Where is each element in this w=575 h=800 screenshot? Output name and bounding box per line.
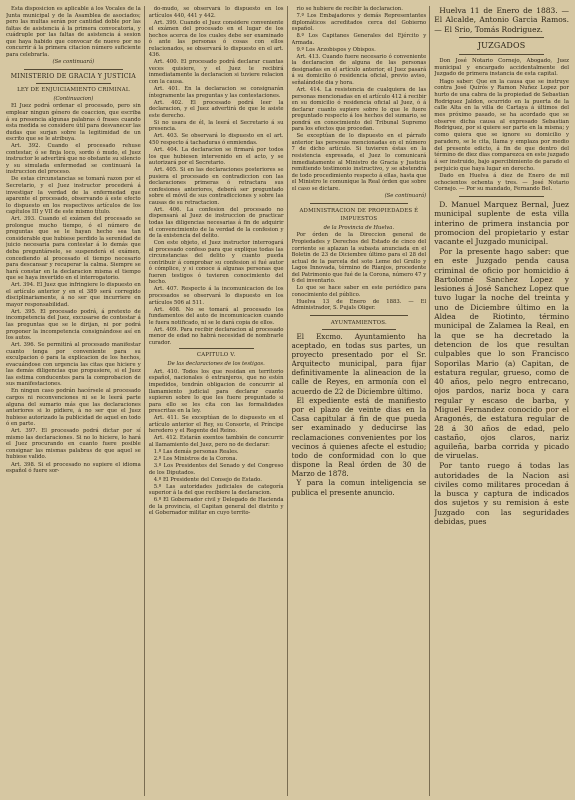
paragraph: D. Manuel Marquez Bernal, Juez municipal suplente de esta villa interino de primera instancia por promocion del propietario y estar vacante el Juzgado municipal.: [434, 199, 569, 247]
paragraph: Art. 392. Cuando el procesado rehuse contestar, ó se finja loco, sordo ó mudo, el Juez instructor le advertirá que no obstante su silencio y su simulada enfermedad se continuará la instruccion del proceso.: [6, 143, 141, 176]
divider: [459, 37, 544, 38]
divider: [322, 329, 397, 330]
paragraph: El Juez podrá ordenar el procesado, pero sin emplear ningun género de coaccion, que escriba á su presencia algunas palabras ó frases cuando esta medida se considere útil para desvanecer las dudas que surjan sobre la legitimidad de un escrito que se le atribuya.: [6, 103, 141, 143]
paragraph: Art. 401. En la declaracion se consignarán íntegramente las preguntas y las contestaciones.: [148, 86, 284, 99]
paragraph: do-mudo, se observará lo dispuesto en los artículos 440, 441 y 442.: [148, 6, 284, 19]
list-item: 3.º Los Presidentes del Senado y del Congreso de los Diputados.: [148, 463, 284, 476]
list-item: 2.º Los Ministros de la Corona.: [153, 456, 238, 463]
paragraph: Art. 403. Se observará lo dispuesto en el art. 450 respecto á tachaduras ó enmiendas.: [148, 133, 284, 146]
paragraph: Art. 402. El procesado podrá leer la declaracion, y el Juez advertirá de que le asiste este derecho.: [148, 99, 284, 119]
list-item: 1.º Las demás personas Reales.: [153, 449, 239, 455]
divider: [310, 315, 409, 316]
list-item: 7.º Los Embajadores y demás Representantes diplomáticos acreditados cerca del Gobierno español.: [291, 13, 427, 33]
list-item: 5.º Las autoridades judiciales de categoría superior á la del que recibiere la declaracion.: [148, 483, 284, 497]
small-print-block: [434, 58, 569, 193]
paragraph: Por órden de la Direccion general de Propiedades y Derechos del Estado de cinco del corriente se aplazan la subasta anunciada en el Boletin de 23 de Diciembre último para el 28 del actual de la parcela del soto Leme del Grullo y Lagos Innovada, término de Rianjos, procedente del Patrimonio que fué de la Corona, número 47 y 6 del inventario.: [291, 232, 427, 285]
column-2: [149, 6, 288, 796]
paragraph: Art. 395. El procesado podrá, á pretexto de incompetencia del Juez, excusarse de contestar á las preguntas que se le dirijan, ni por podrá proponer la incompetencia consignándose así en los autos.: [6, 308, 141, 342]
divider: [310, 203, 409, 204]
columns: [6, 6, 569, 796]
continuation-note: (Se continuará): [52, 59, 95, 66]
paragraph: Esta disposicion es aplicable á los Vocales de la Junta municipal y de la Asamblea de asociados; pero las multas serán por cantidad doble por las faltas de asistencia á la primera convocatoria, y cuádruple por las faltas de asistencia á sesion que haya habido que convocar de nuevo por no concurrir á la primera citacion número suficiente para celebrarla.: [6, 6, 141, 58]
paragraph: Art. 396. Se permitirá al procesado manifestar cuanto tenga por conveniente para su exculpacion ó para la explicacion de los hechos, evacuándose con urgencia las citas que hiciere y las demás diligencias que propusiere, si el Juez las estima conducentes para la comprobacion de sus manifestaciones.: [6, 342, 141, 388]
paragraph: Art. 413. Cuando fuere necesario ó conveniente la declaracion de alguna de las personas designadas en el artículo anterior, el Juez pasará á su domicilio ó residencia oficial, previo aviso, señalándole dia y hora.: [291, 53, 427, 87]
column-4: [434, 6, 569, 796]
paragraph: Y para la comun inteligencia se publica el presente anuncio.: [291, 478, 427, 497]
paragraph: Art. 414. La resistencia de cualquiera de las personas mencionadas en el artículo 412 á recibir en su domicilio ó residencia oficial al Juez, ó á declarar cuanto supiere sobre lo que le fuere preguntado respecto á los hechos del sumario, se pondrá en conocimiento del Tribunal Supremo para los efectos que procedan.: [291, 87, 427, 133]
divider: [459, 54, 544, 55]
chapter-heading: CAPITULO V.: [196, 352, 236, 359]
dateline: Huelva 11 de Enero de 1883. — El Alcalde, Antonio Garcia Ramos. — El Srio, Tomás Rodriguez.: [434, 6, 569, 34]
continuation-note: (Se continuará): [384, 193, 427, 200]
paragraph: El Excmo. Ayuntamiento ha aceptado, en todas sus partes, un proyecto presentado por el Sr. Arquitecto municipal, para fijar definitivamente la alineacion de la calle de Reyes, en armonía con el acuerdo de 22 de Diciembre último.: [291, 331, 427, 396]
juzgados-heading: JUZGADOS: [477, 40, 526, 50]
paragraph: Art. 400. El procesado podrá declarar cuantas veces quisiere, y el Juez le recibirá inmediatamente la declaracion si tuviere relacion con la causa.: [148, 59, 284, 86]
divider: [459, 196, 544, 197]
paragraph: Art. 393. Cuando el exámen del procesado se prolongue mucho tiempo, ó el número de preguntas que se le hayan hecho sea tan considerable que hubiese perdido la serenidad de juicio necesaria para contestar á lo demás que deba preguntársele, se suspenderá el exámen, concediendo al procesado el tiempo necesario para descansar y recuperar la calma. Siempre se hará constar en la declaracion misma el tiempo que se haya invertido en el interrogatorio.: [6, 216, 141, 282]
list-item: 6.º El Gobernador civil y Delegado de Hacienda de la provincia, el Capitan general del distrito y el Gobernador militar en cuyo territo-: [148, 497, 284, 517]
divider: [36, 83, 111, 84]
ministry-heading: MINISTERIO DE GRACIA Y JUSTICIA: [10, 72, 136, 80]
large-print-block: [292, 332, 427, 497]
divider: [24, 69, 123, 70]
paragraph: Art. 399. Cuando el Juez considere conveniente el exámen del procesado en el lugar de los hechos acerca de los cuales debe ser examinado ó ante las personas ó cosas con ellos relacionados, se observará lo dispuesto en el art. 436.: [148, 19, 284, 59]
paragraph: Art. 407. Respecto á la incomunicacion de los procesados se observará lo dispuesto en los artículos 506 al 511.: [148, 286, 284, 306]
province-subheading: de la Provincia de Huelva.: [323, 224, 395, 231]
list-item: 4.º El Presidente del Consejo de Estado.: [153, 476, 262, 483]
continuation-note: (Continuacion): [53, 95, 94, 102]
divider: [179, 348, 254, 349]
paragraph: Don José Notario Cornejo, Abogado, Juez municipal y encargado accidentalmente del Juzgado de primera instancia de esta capital.: [434, 57, 569, 78]
paragraph: Con este objeto, el Juez instructor interrogará al procesado confeso para que explique todas las circunstancias del delito y cuanto pueda contribuir á comprobar su confesion si fué autor ó cómplice, y si conoce á algunas personas que fueren testigos ó tuvieren conocimiento del hecho.: [148, 240, 284, 286]
paragraph: Por tanto ruego á todas las autoridades de la Nacion asi civiles como militares procedan á la busca y captura de indicados dos sujetos y su remision á este Juzgado con las seguridades debidas, pues: [434, 461, 569, 527]
paragraph: Por la presente hago saber: que en este Juzgado penda causa criminal de oficio por homicidio á Bartolomé Sanchez Lopez y lesiones á José Sanchez Lopez que tuvo lugar la noche del treinta y uno de Diciembre último en la Aldea de Riotinto, término municipal de Zalamea la Real, en la que se ha decretado la detencion de los que resultan culpables que lo son Francisco Soporilas Mario (a) Capitan, de estatura regular, grueso, como de 40 años, pelo negro entrecano, ojos pardos, nariz boca y cara regular y escaso de barba, y Miguel Fernandez conocido por el Aragonés, de estatura regular de 28 á 30 años de edad, pelo castaño, ojos claros, nariz aguileña, barba corrida y picado de viruelas.: [434, 246, 569, 461]
paragraph: Art. 394. El Juez que infringiere lo dispuesto en el artículo anterior y en el 389 será corregido disciplinariamente, á no ser que incurriere en mayor responsabilidad.: [6, 282, 141, 308]
paragraph: Art. 405. Si en las declaraciones posteriores se pusiera el procesado en contradiccion con las declaraciones primeras ó retractara sus confesiones anteriores, deberá ser preguntado sobre el móvil de sus contradicciones y sobre las causas de su retractacion.: [148, 167, 284, 206]
paragraph: Dado en Huelva á diez de Enero de mil ochocientos ochenta y tres. — José Notario Cornejo. — Por su mandado, Fernando Bel.: [434, 172, 569, 193]
law-heading: LEY DE ENJUICIAMIENTO CRIMINAL: [17, 86, 130, 93]
paragraph: Art. 410. Todos los que residan en territorio español, nacionales ó extranjeros, que no estén impedidos, tendrán obligacion de concurrir al llamamiento judicial para declarar cuanto supieren sobre lo que les fuere preguntado si para ello se les cita con las formalidades prescritas en la ley.: [148, 368, 284, 415]
paragraph: De estas circunstancias se tomará razon por el Secretario, y el Juez instructor procederá á investigar la verdad de la enfermedad que aparente el procesado, observando á este efecto lo dispuesto en los respectivos artículos de los capítulos III y VII de este mismo título.: [6, 176, 141, 216]
paragraph: En ningun caso podrán hacérsele al procesado cargos ni reconvenciones ni se le leerá parte alguna del sumario más que las declaraciones anteriores si lo pidiere, á no ser que el Juez hubiese autorizado la publicidad de aquel en todo ó en parte.: [6, 388, 141, 428]
chapter-title: De las declaraciones de los testigos.: [167, 361, 265, 368]
paragraph: rio se hubiere de recibir la declaracion.: [296, 6, 403, 12]
ayuntamientos-heading: AYUNTAMIENTOS.: [330, 319, 387, 326]
paragraph: Art. 412. Estarán exentos también de concurrir al llamamiento del Juez, pero no de declarar:: [148, 435, 284, 448]
paragraph: Si no usara de él, la leerá el Secretario á su presencia.: [148, 119, 284, 133]
administration-heading: ADMINISTRACION DE PROPIEDADES É IMPUESTOS: [299, 207, 419, 222]
list-item: 9.º Los Arzobispos y Obispos.: [296, 46, 376, 53]
paragraph: Art. 411. Se exceptúan de lo dispuesto en el artículo anterior el Rey, su Consorte, el Príncipe heredero y el Regente del Reino.: [148, 415, 284, 435]
paragraph: Art. 409. Para recibir declaracion al procesado menor de edad no habrá necesidad de nombrarle curador.: [148, 326, 284, 346]
paragraph: Art. 398. Si el procesado no supiere el idioma español ó fuere sor-: [6, 461, 141, 475]
column-1: [6, 6, 145, 796]
paragraph: Hago saber: Que en la causa que se instruye contra José Quirós y Ramon Nuñez Lopez por hurto de una cabra de la propiedad de Sebastian Rodriguez Jaldon, ocurrido en la puerta de la calle Alta en la villa de Cartaya á últimos del mes próximo pasado, se ha acordado que se observe dicha causa al expresado Sebastian Rodriguez, por si quiere ser parte en la misma; y como quiera que se ignore su domicilio y paradero, se le cita, llama y emplaza por medio del presente edicto, á fin de que dentro del término de diez dias comparezca en este juzgado á ser instruido, bajo apercibimiento de parado el perjuicio que haya lugar en derecho.: [434, 78, 569, 172]
paragraph: Art. 408. No se tomará al procesado los fundamentos del auto de incomunicacion cuando le fuera notificado, ni se le dará copia de ellos.: [148, 306, 284, 326]
paragraph: Lo que se hace saber en este periódico para conocimiento del público.: [291, 285, 427, 298]
paragraph: Se exceptúan de lo dispuesto en el párrafo anterior las personas mencionadas en el número 7 de dicho artículo. Si tuvieren éstas en la resistencia expresada, el Juez lo comunicará inmediatamente al Ministro de Gracia y Justicia remitiendo testimonio instructivo, y se abstendrá de todo procedimiento respecto á ellas, hasta que el Ministro le comunique la Real órden que sobre el caso se dictare.: [291, 133, 427, 192]
list-item: 8.º Los Capitanes Generales del Ejército y Armada.: [291, 33, 427, 46]
signature-line: Huelva 13 de Enero de 1883. — El Administrador, S. Pujals Oliger.: [291, 298, 427, 312]
paragraph: Art. 397. El procesado podrá dictar por sí mismo las declaraciones. Si no lo hiciere, lo hará el Juez procurando en cuanto fuere posible consignar las mismas palabras de que aquel se hubiese valido.: [6, 428, 141, 461]
column-3: [292, 6, 431, 796]
paragraph: El expediente está de manifiesto por el plazo de veinte dias en la Casa capitular á fin de que pueda ser examinado y deducirse las reclamaciones convenientes por los vecinos á quienes afecte el estudio; todo de conformidad con lo que dispone la Real órden de 30 de Marzo de 1878.: [291, 396, 427, 478]
paragraph: Art. 406. La confesion del procesado no dispensará al Juez de instruccion de practicar todas las diligencias necesarias á fin de adquirir el convencimiento de la verdad de la confesion y de la existencia del delito.: [148, 206, 284, 240]
paragraph: Art. 404. La declaracion se firmará por todos los que hubiesen intervenido en el acto, y se autorizará por el Secretario.: [148, 146, 284, 167]
